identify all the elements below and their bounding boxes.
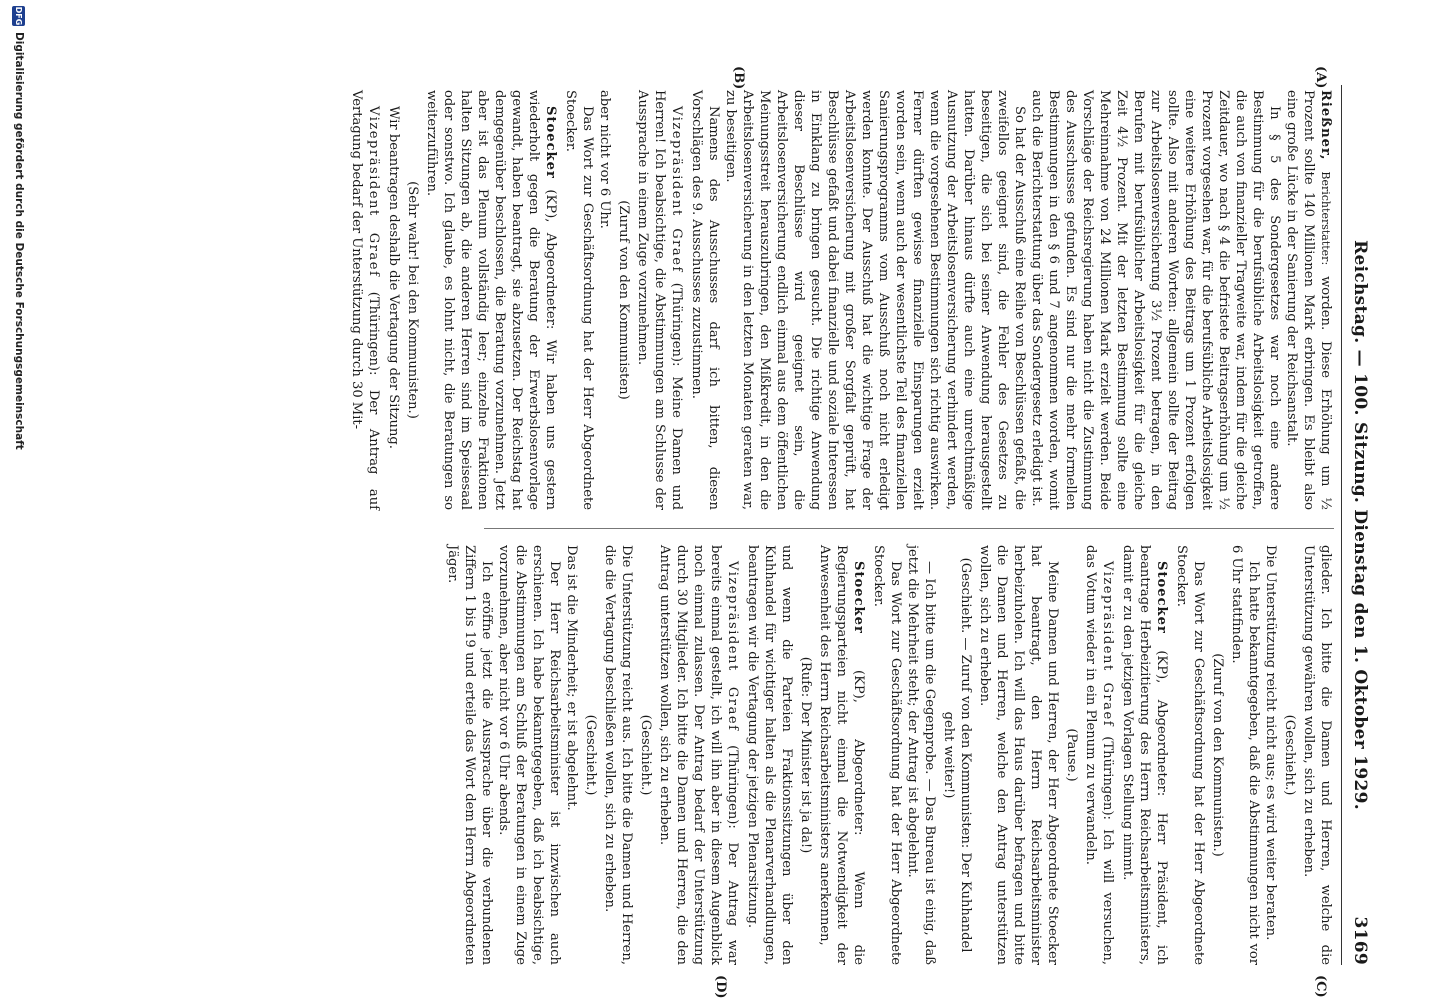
- paragraph: [1082, 545, 1116, 965]
- paragraph: — Ich bitte um die Gegenprobe. — Das Bureau ist einig, daß jetzt die Mehrheit steht; der Antrag ist abgelehnt.: [905, 545, 937, 965]
- paragraph-text: (Thüringen): Der Antrag auf Vertagung bedarf der Unterstützung durch 30 Mit-: [349, 90, 381, 510]
- paragraph: glieder. Ich bitte die Damen und Herren, welche die Unterstützung gewähren wollen, sich zu erheben.: [1301, 545, 1333, 965]
- margin-marker-d: (D): [713, 975, 728, 999]
- speaker-name: Stoecker: [1154, 561, 1169, 634]
- paragraph: Das Wort zur Geschäftsordnung hat der Herr Abgeordnete Stoecker.: [1174, 545, 1206, 965]
- interjection: (Geschieht.): [583, 714, 598, 796]
- paragraph: aber nicht vor 6 Uhr.: [597, 90, 612, 229]
- interjection: (Sehr wahr! bei den Kommunisten.): [405, 181, 420, 419]
- interjection: (Geschieht.): [1282, 714, 1297, 796]
- speaker-name: Vizepräsident Graef: [725, 561, 740, 732]
- paragraph: Namens des Ausschusses darf ich bitten, diesen Vorschlägen des 9. Ausschusses zuzustimmen.: [689, 90, 721, 510]
- paragraph-text: worden. Diese Erhöhung um ½ Prozent sollte 140 Millionen Mark erbringen. Es bleibt also eine große Lücke in der Sanierung der Reichsanstalt.: [1284, 90, 1333, 510]
- speaker-role: Berichterstatter:: [1319, 171, 1332, 266]
- margin-marker-c: (C): [1313, 975, 1328, 998]
- margin-marker-b: (B): [731, 66, 746, 90]
- paragraph: [1119, 545, 1170, 965]
- page-header: [1344, 85, 1372, 965]
- interjection: (Geschieht. — Zuruf von den Kommunisten: Der Kuhhandel geht weiter!): [941, 557, 973, 953]
- interjection: (Pause.): [1064, 728, 1079, 782]
- paragraph: und wenn die Parteien Fraktionssitzungen über den Kuhhandel für wichtiger halten als die Plenarverhandlungen, beantragen wir die Vertagung der jetzigen Plenarsitzung.: [745, 545, 794, 965]
- paragraph: Meine Damen und Herren, der Herr Abgeordnete Stoecker hat beantragt, den Herrn Reichsarbeitsminister herbeizuholen. Ich will das Haus darüber befragen und bitte die Damen und Herren, welche den Antrag unterstützen wollen, sich zu erheben.: [977, 545, 1060, 965]
- speaker-name: Vizepräsident Graef: [366, 106, 381, 278]
- paragraph: Ich hatte bekanntgegeben, daß die Abstimmungen nicht vor 6 Uhr stattfinden.: [1229, 545, 1261, 965]
- paragraph: [816, 545, 867, 965]
- column-divider: [484, 528, 1334, 529]
- paragraph: [656, 545, 741, 965]
- paragraph: Das Wort zur Geschäftsordnung hat der Herr Abgeordnete Stoecker.: [871, 545, 903, 965]
- paragraph-text: (Thüringen): Ich will versuchen, das Votum wieder in ein Plenum zu verwandeln.: [1083, 545, 1115, 965]
- paragraph: [1283, 90, 1334, 510]
- interjection: (Geschieht.): [638, 714, 653, 796]
- paragraph: [634, 90, 685, 510]
- left-column: [348, 90, 1334, 510]
- header-rule: [1341, 85, 1342, 965]
- paragraph-text: (Thüringen): Der Antrag war bereits einmal gestellt, ich will ihn aber in diesem Augenblick noch einmal zulassen. Der Antrag bedarf der Unterstützung durch 30 Mitglieder. Ich bitte die Damen und Herren, die den Antrag unterstützen wollen, sich zu erheben.: [657, 545, 740, 965]
- running-title: Reichstag. — 100. Sitzung. Dienstag den 1. Oktober 1929.: [1350, 240, 1370, 810]
- paragraph: Das Wort zur Geschäftsordnung hat der Herr Abgeordnete Stoecker.: [563, 90, 595, 510]
- dfg-logo: DFG: [14, 6, 24, 26]
- paragraph-text: (KP), Abgeordneter: Wir haben uns gestern wiederholt gegen die Beratung der Erwerbslosenvorlage gewandt, haben beantragt, sie abzusetzen. Der Reichstag hat demgegenüber beschlossen, die Beratung vorzunehmen. Jetzt aber ist das Plenum vollständig leer; einzelne Fraktionen halten Sitzungen ab, die anderen Herren sind im Speisesaal oder sonstwo. Ich glaube, es lohnt nicht, die Beratungen so weiterzuführen.: [424, 90, 558, 510]
- digitization-footer: [8, 0, 30, 1000]
- paragraph-text: (Thüringen): Meine Damen und Herren! Ich beabsichtige, die Abstimmungen am Schlusse der Aussprache in einem Zuge vorzunehmen.: [635, 90, 684, 510]
- paragraph: Ich eröffne jetzt die Aussprache über die verbundenen Ziffern 1 bis 19 und erteile das Wort dem Herrn Abgeordneten Jäger.: [445, 545, 494, 965]
- right-column: [444, 545, 1334, 965]
- paragraph: Die Unterstützung reicht aus. Ich bitte die Damen und Herren, die die Vertagung beschließen wollen, sich zu erheben.: [602, 545, 634, 965]
- page-number: 3169: [1350, 916, 1370, 965]
- paragraph: So hat der Ausschuß eine Reihe von Beschlüssen gefaßt, die zweifellos geeignet sind, die Fehler des Gesetzes zu beseitigen, die sich bei seiner Anwendung herausgestellt hatten. Darüber hinaus dürfte auch eine unrechtmäßige Ausnutzung der Arbeitslosenversicherung verhindert werden, wenn die vorgesehenen Bestimmungen sich richtig auswirken. Ferner dürften gewisse finanzielle Einsparungen erzielt worden sein, wenn auch der wesentlichste Teil des finanziellen Sanierungsprogramms vom Ausschuß noch nicht erledigt werden konnte. Der Ausschuß hat die wichtige Frage der Arbeitslosenversicherung mit großer Sorgfalt geprüft, hat Beschlüsse gefaßt und dabei finanzielle und soziale Interessen in Einklang zu bringen gesucht. Die richtige Anwendung dieser Beschlüsse wird geeignet sein, die Arbeitslosenversicherung endlich einmal aus dem öffentlichen Meinungsstreit herauszubringen, den Mißkredit, in den die Arbeitslosenversicherung in den letzten Monaten geraten war, zu beseitigen.: [723, 90, 1027, 510]
- speaker-name: Vizepräsident Graef: [669, 106, 684, 273]
- interjection: (Zuruf von den Kommunisten.): [1210, 653, 1225, 857]
- paragraph-text: (KP), Abgeordneter: Wenn die Regierungsparteien nicht einmal die Notwendigkeit der Anwesenheit des Herrn Reichsarbeitsministers anerkennen,: [817, 545, 866, 965]
- paragraph: [348, 90, 382, 510]
- paragraph: Der Herr Reichsarbeitsminister ist inzwischen auch erschienen. Ich habe bekanntgegeben, daß ich beabsichtige, die Abstimmungen am Schluß der Beratungen in einem Zuge vorzunehmen, aber nicht vor 6 Uhr abends.: [496, 545, 562, 965]
- interjection: (Zuruf von den Kommunisten): [616, 200, 631, 400]
- paragraph: In § 5 des Sondergesetzes war noch eine andere Bestimmung für die berufsübliche Arbeitslosigkeit getroffen, die auch von finanzieller Tragweite war, indem für die gleiche Zeitdauer, wo nach § 4 die befristete Beitragserhöhung um ½ Prozent vorgesehen war, für die berufsübliche Arbeitslosigkeit eine weitere Erhöhung des Beitrags um 1 Prozent erfolgen sollte. Also mit anderen Worten: allgemein sollte der Beitrag zur Arbeitslosenversicherung 3½ Prozent betragen, in den Berufen mit berufsüblicher Arbeitslosigkeit für die gleiche Zeit 4½ Prozent. Mit der letzten Bestimmung sollte eine Mehreinnahme von 24 Millionen Mark erzielt werden. Beide Vorschläge der Reichsregierung haben nicht die Zustimmung des Ausschusses gefunden. Es sind nur die mehr formellen Bestimmungen in den § 6 und 7 angenommen worden, womit auch die Berichterstattung über das Sondergesetz erledigt ist.: [1029, 90, 1282, 510]
- margin-marker-a: (A): [1313, 66, 1328, 89]
- paragraph: Wir beantragen deshalb die Vertagung der Sitzung.: [386, 106, 401, 449]
- footer-text: Digitalisierung gefördert durch die Deutsche Forschungsgemeinschaft: [13, 32, 25, 450]
- paragraph: Die Unterstützung reicht nicht aus; es wird weiter beraten.: [1263, 545, 1278, 941]
- paragraph: [423, 90, 559, 510]
- speaker-name: Stoecker: [543, 106, 558, 179]
- paragraph-text: (KP), Abgeordneter: Herr Präsident, ich beantrage Herbeizitierung des Herrn Reichsarbeitsministers, damit er zu den jetzigen Vorlagen Stellung nimmt.: [1120, 545, 1169, 965]
- speaker-name: Rießner,: [1318, 90, 1333, 161]
- speaker-name: Vizepräsident Graef: [1100, 561, 1115, 728]
- paragraph: Das ist die Minderheit; er ist abgelehnt.: [564, 545, 579, 811]
- interjection: (Rufe: Der Minister ist ja da!): [798, 656, 813, 854]
- speaker-name: Stoecker: [851, 561, 866, 634]
